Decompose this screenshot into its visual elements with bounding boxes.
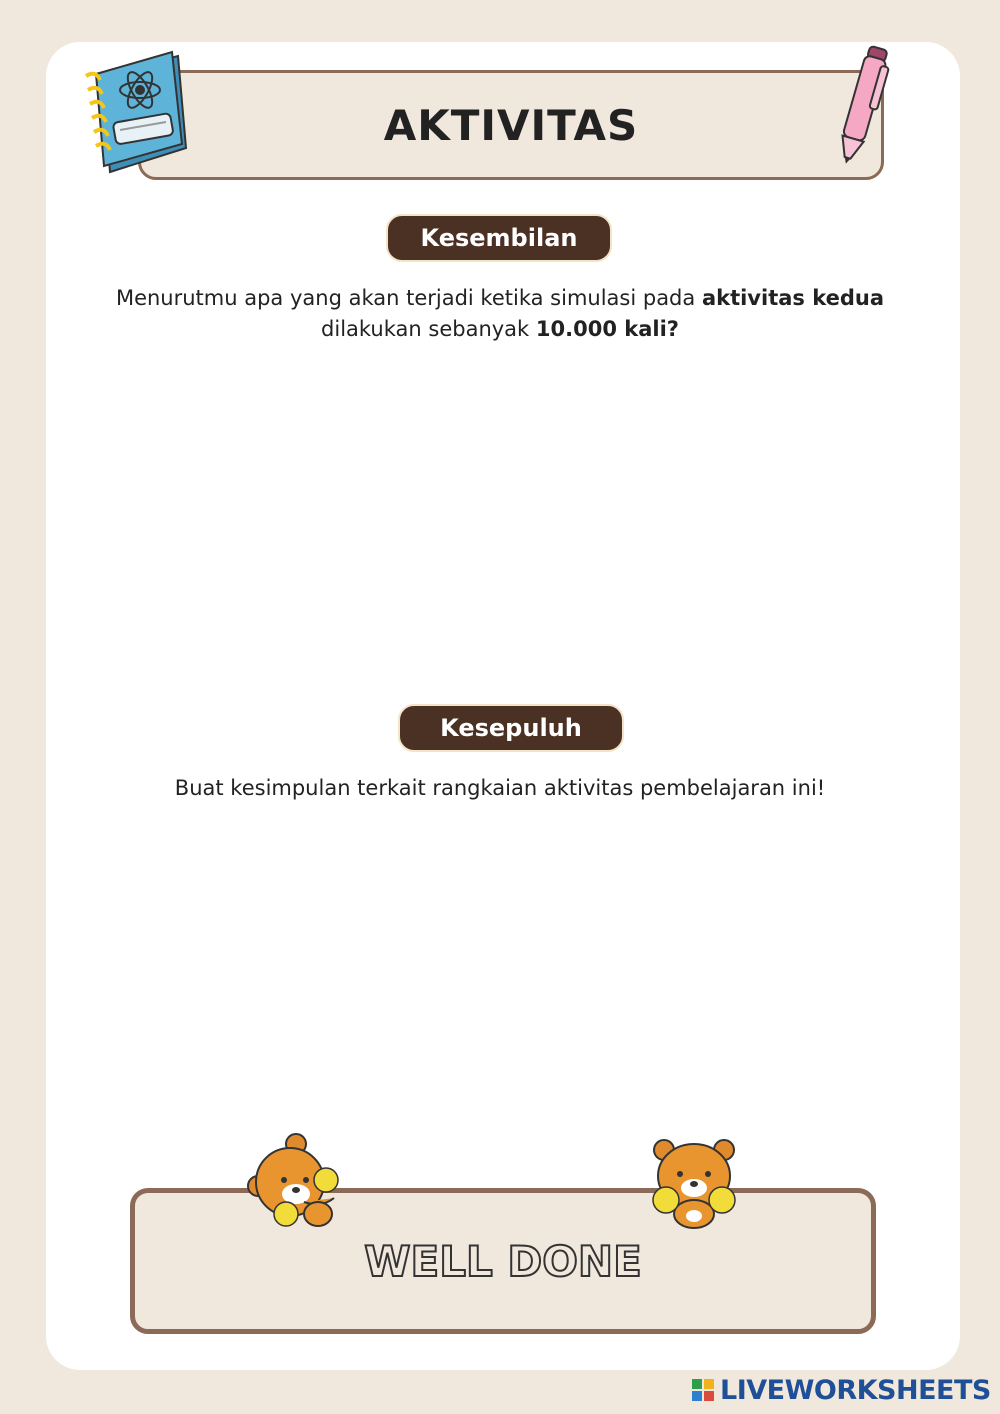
page-title: AKTIVITAS xyxy=(383,100,639,150)
liveworksheets-logo[interactable] xyxy=(692,1374,991,1406)
question-kesembilan xyxy=(100,283,900,345)
section-label-kesembilan: Kesembilan xyxy=(386,214,612,262)
question-part: dilakukan sebanyak xyxy=(321,317,536,341)
title-banner xyxy=(138,70,884,180)
bear-cheer-icon xyxy=(244,1132,354,1242)
question-part: Menurutmu apa yang akan terjadi ketika simulasi pada xyxy=(115,286,702,310)
section-label-kesepuluh: Kesepuluh xyxy=(398,704,624,752)
well-done-text: WELL DONE xyxy=(364,1236,642,1286)
bear-cheer-icon xyxy=(648,1136,740,1232)
pen-icon xyxy=(830,40,896,168)
logo-text: LIVEWORKSHEETS xyxy=(720,1374,991,1406)
notebook-atom-icon xyxy=(82,48,194,174)
well-done-banner xyxy=(130,1188,876,1334)
question-part-bold: aktivitas kedua xyxy=(701,286,885,310)
question-kesepuluh: Buat kesimpulan terkait rangkaian aktivitas pembelajaran ini! xyxy=(174,776,826,800)
question-part-bold: 10.000 kali? xyxy=(535,317,679,341)
liveworksheets-logo-icon xyxy=(692,1379,714,1401)
